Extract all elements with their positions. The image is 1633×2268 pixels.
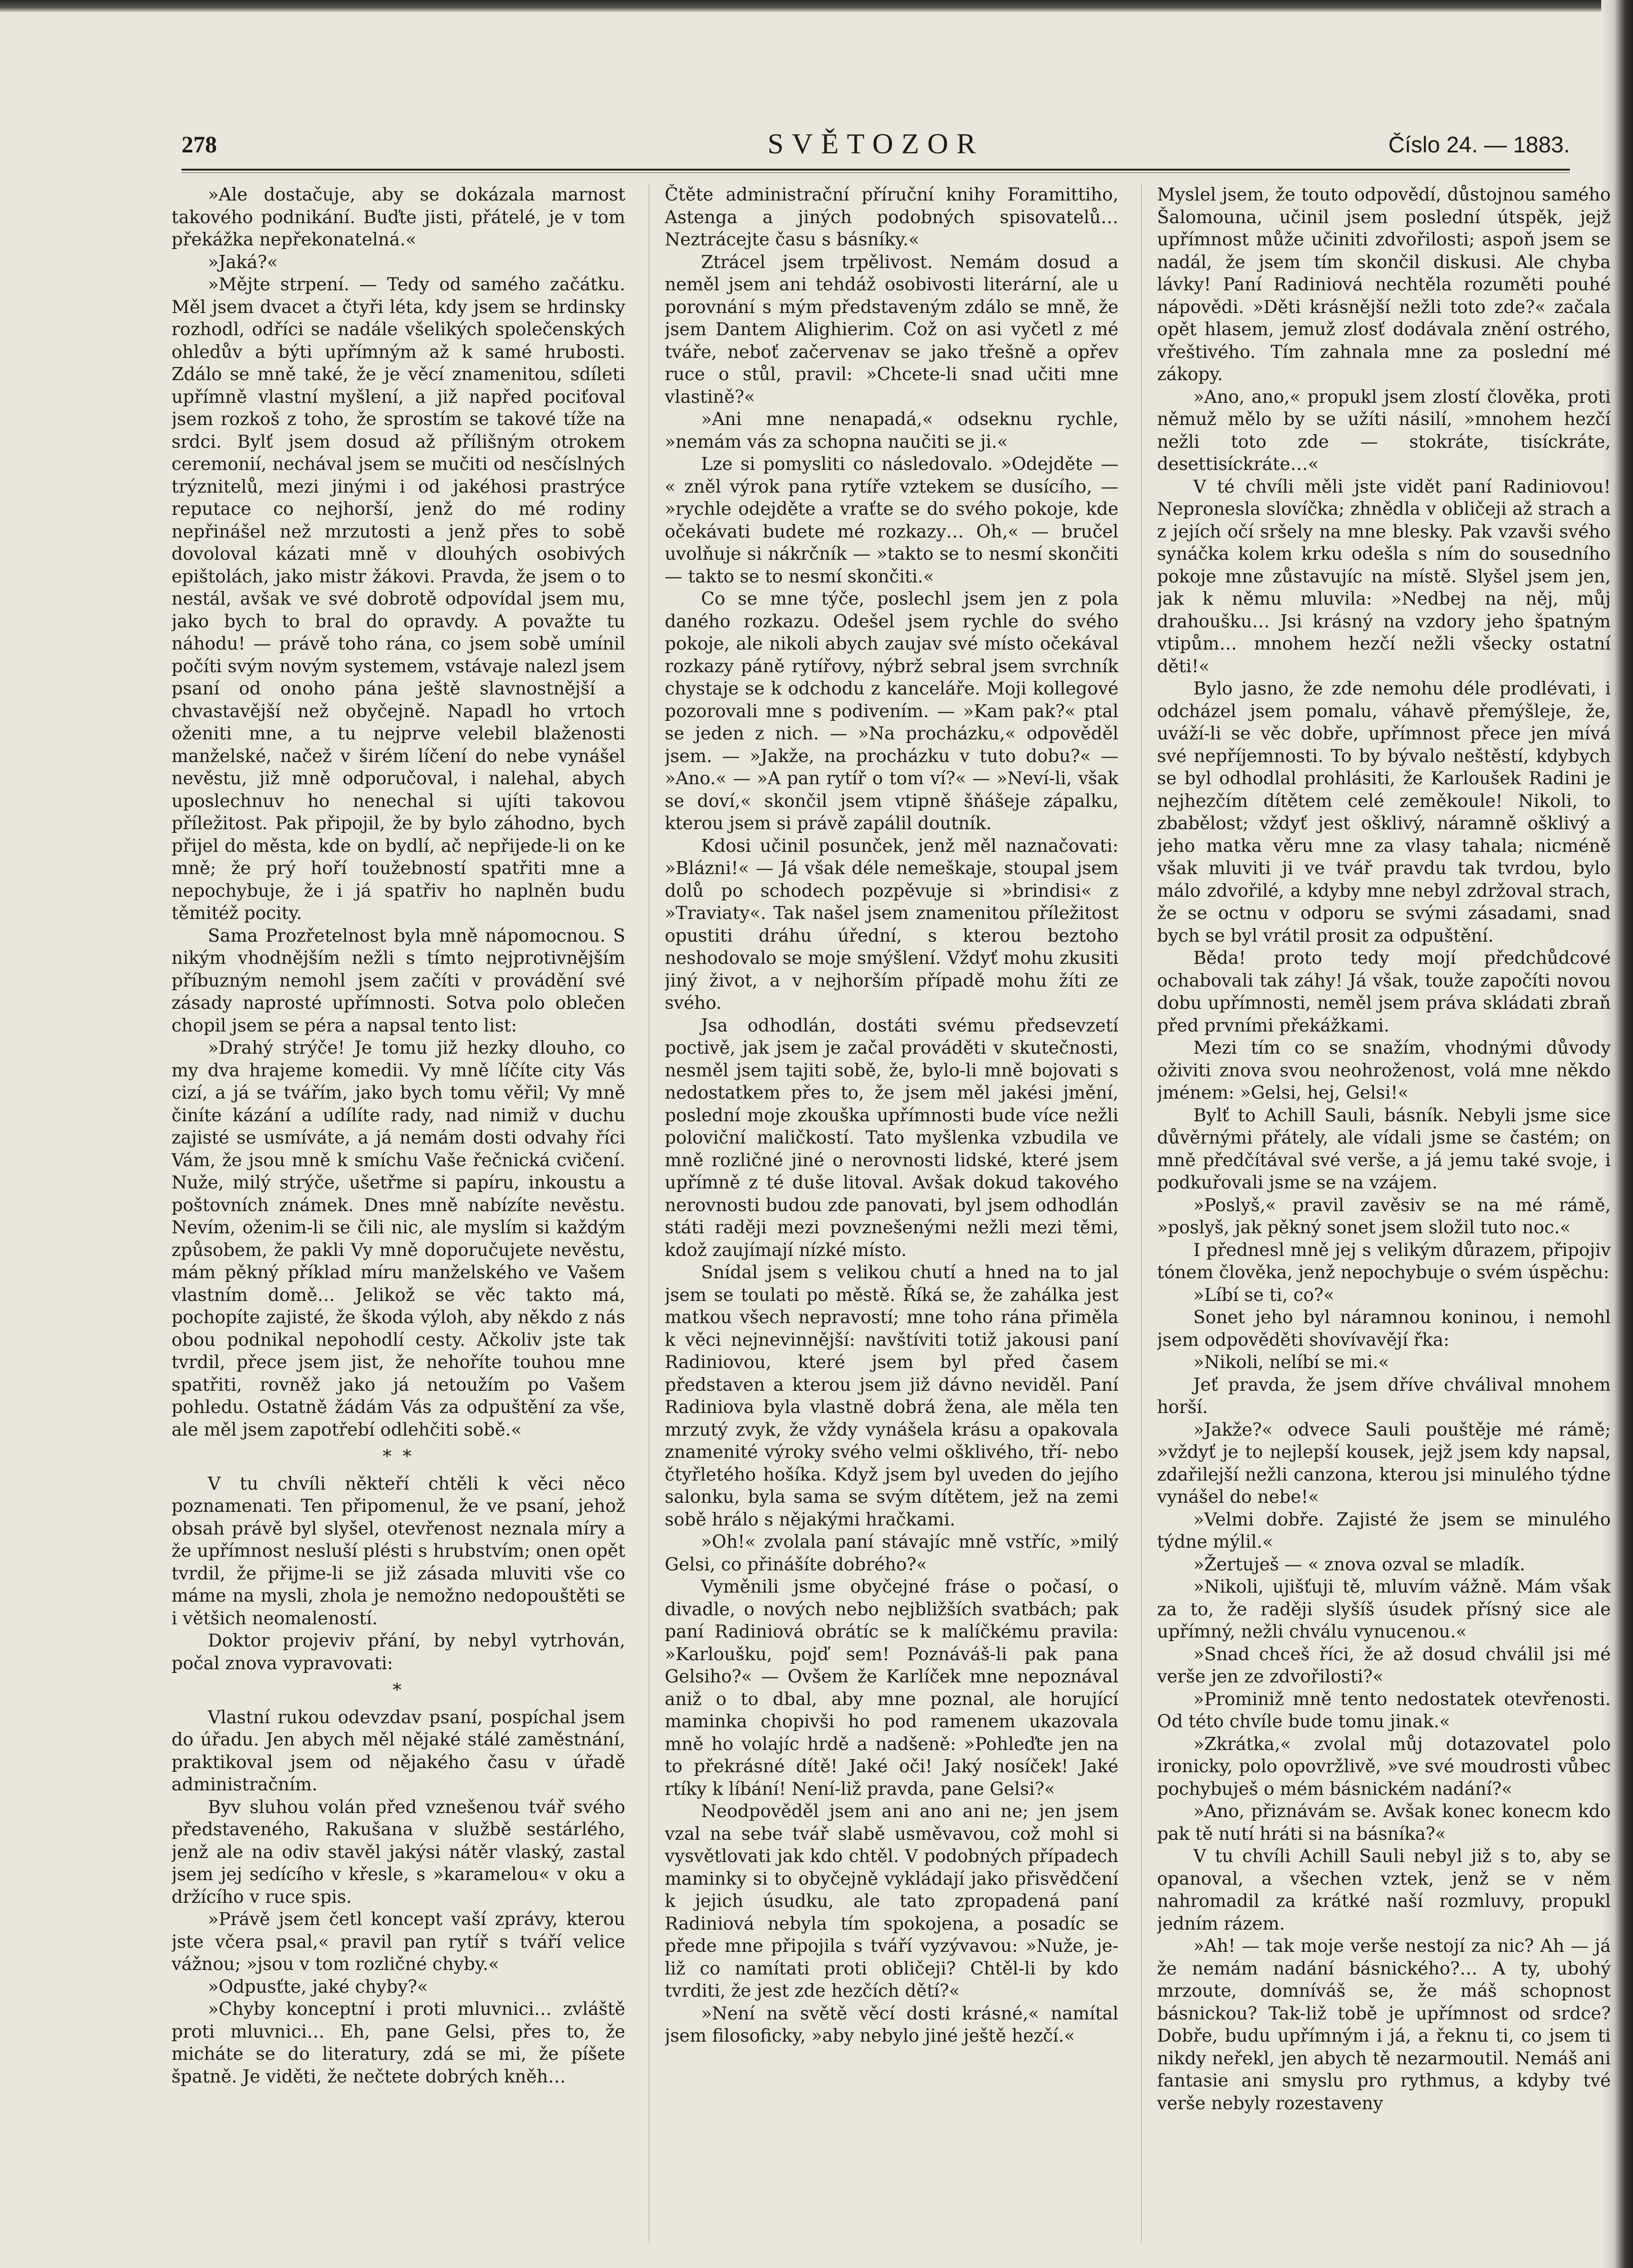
- text-column-3: [1157, 184, 1611, 2252]
- paragraph: »Ah! — tak moje verše nestojí za nic? Ah — já že nemám nadání básnického?… A ty, ubohý mrzoute, domníváš se, že máš schopnost básnickou? Tak-liž tobě je upřímnost od srdce? Dobře, budu upřímným i já, a řeknu ti, co jsem ti nikdy neřekl, jen abych tě nezarmoutil. Nemáš ani fantasie ani smyslu pro rythmus, a kdyby tvé verše nebyly rozestaveny: [1157, 1936, 1611, 2114]
- paragraph: Bylo jasno, že zde nemohu déle prodlévati, i odcházel jsem pomalu, váhavě přemýšleje, že, uváží-li se věc dobře, upřímnost přece jen mívá své nepříjemnosti. To by bývalo neštěstí, kdybych se byl odhodlal prohlásiti, že Karloušek Radini je nejhezčím dítětem celé zeměkoule! Nikoli, to zbabělost; vždyť jest ošklivý, náramně ošklivý a jeho matka věru mne za vlasy tahala; nicméně však mluviti ji ve tvář pravdu tak tvrdou, bylo málo zdvořilé, a kdyby mne nebyl zdržoval strach, že se octnu v odporu se svými zásadami, snad bych se byl vrátil prosit za odpuštění.: [1157, 679, 1611, 946]
- paragraph: I přednesl mně jej s velikým důrazem, připojiv tónem člověka, jenž nepochybuje o svém úspěchu:: [1157, 1240, 1611, 1283]
- paragraph: »Velmi dobře. Zajisté že jsem se minulého týdne mýlil.«: [1157, 1509, 1611, 1552]
- paragraph: Neodpověděl jsem ani ano ani ne; jen jsem vzal na sebe tvář slabě usměvavou, což mohl si vysvětlovati jak kdo chtěl. V podobných případech maminky si to obyčejně vykládají jako přisvědčení k jejich úsudku, ale tato zpropadená paní Radiniová nebyla tím spokojena, a posadíc se přede mne připojila s tváří vyzývavou: »Nuže, je-liž co namítati proti obličeji? Chtěl-li by kdo tvrditi, že jest zde hezčích dětí?«: [665, 1801, 1118, 2001]
- paragraph: Běda! proto tedy mojí předchůdcové ochabovali tak záhy! Já však, touže započíti novou dobu upřímnosti, neměl jsem práva skládati zbraň před prvními překážkami.: [1157, 948, 1611, 1036]
- issue-label: Číslo 24. — 1883.: [1388, 132, 1570, 157]
- paragraph: »Chyby konceptní i proti mluvnici… zvláště proti mluvnici… Eh, pane Gelsi, přes to, že micháte se do literatury, zdá se mi, že píšete špatně. Je viděti, že nečtete dobrých kněh…: [172, 1999, 625, 2087]
- paragraph: Byv sluhou volán před vznešenou tvář svého představeného, Rakušana v službě sestárlého, jenž ale na odiv stavěl jakýsi nátěr vlaský, zastal jsem jej sedícího v křesle, s »karamelou« v oku a držícího v ruce spis.: [172, 1797, 625, 1907]
- paragraph: Jsa odhodlán, dostáti svému předsevzetí poctivě, jak jsem je začal prováděti v skutečnosti, nesměl jsem tajiti sobě, že, bylo-li mně bojovati s nedostatkem přes to, že jsem měl jakési jmění, poslední moje zkouška upřímnosti bude více nežli poloviční maličkostí. Tato myšlenka vzbudila ve mně rozličné jiné o nerovnosti lidské, které jsem upřímně z té duše litoval. Avšak dokud takového nerovnosti budou zde panovati, byl jsem odhodlán státi raději mezi povznešenými nežli mezi těmi, kdož zaujímají nízké místo.: [665, 1015, 1118, 1261]
- page-number: 278: [181, 132, 217, 158]
- paragraph: »Drahý strýče! Je tomu již hezky dlouho, co my dva hrajeme komedii. Vy mně líčíte city Vás cizí, a já se tvářím, jako bych tomu věřil; Vy mně činíte kázání a udílíte rady, nad nimiž v duchu zajisté se usmíváte, a já nemám dosti odvahy říci Vám, že jsou mně k smíchu Vaše řečnická cvičení. Nuže, milý strýče, ušetřme si papíru, inkoustu a poštovních známek. Dnes mně nabízíte nevěstu. Nevím, oženim-li se čili nic, ale myslím si každým způsobem, že pakli Vy mně doporučujete nevěstu, mám pěkný příklad míru manželského ve Vašem vlastním domě… Jelikož se věc takto má, pochopíte zajisté, že škoda výloh, aby někdo z nás obou podnikal nepohodlí cesty. Ačkoliv jste tak tvrdil, přece jsem jist, že nehoříte touhou mne spatřiti, rovněž jako já netoužím po Vašem pohledu. Ostatně žádám Vás za odpuštění za vše, ale měl jsem zapotřebí odlehčiti sobě.«: [172, 1038, 625, 1440]
- paragraph: »Prominiž mně tento nedostatek otevřenosti. Od této chvíle bude tomu jinak.«: [1157, 1689, 1611, 1732]
- paragraph: »Právě jsem četl koncept vaší zprávy, kterou jste včera psal,« pravil pan rytíř s tváří velice vážnou; »jsou v tom rozličné chyby.«: [172, 1909, 625, 1975]
- paragraph: »Snad chceš říci, že až dosud chválil jsi mé verše jen ze zdvořilosti?«: [1157, 1644, 1611, 1687]
- paragraph: *: [392, 1680, 404, 1701]
- paragraph: * *: [383, 1447, 414, 1467]
- paragraph: V tu chvíli někteří chtěli k věci něco poznamenati. Ten připomenul, že ve psaní, jehož obsah právě byl slyšel, otevřenost neznala míry a že upřímnost nesluší plésti s hrubstvím; onen opět tvrdil, že přijme-li se již zásada mluviti vše co máme na mysli, zhola je nemožno nedopouštěti se i většich neomaleností.: [172, 1473, 625, 1629]
- paragraph: Doktor projeviv přání, by nebyl vytrhován, počal znova vypravovati:: [172, 1631, 625, 1674]
- column-divider: [1141, 184, 1142, 2243]
- scan-top-edge: [0, 0, 1633, 13]
- paragraph: Sonet jeho byl náramnou koninou, i nemohl jsem odpověděti shovívavějí řka:: [1157, 1307, 1611, 1350]
- paragraph: »Jakže?« odvece Sauli pouštěje mé rámě; »vždyť je to nejlepší kousek, jejž jsem kdy napsal, zdařilejší nežli canzona, kterou jsi minulého týdne vynášel do nebe!«: [1157, 1419, 1611, 1507]
- paragraph: »Ano, ano,« propukl jsem zlostí člověka, proti němuž mělo by se užíti násilí, »mnohem hezčí nežli toto zde — stokráte, tisíckráte, desettisíckráte…«: [1157, 386, 1611, 474]
- paragraph: Snídal jsem s velikou chutí a hned na to jal jsem se toulati po městě. Říká se, že zahálka jest matkou všech nepravostí; mne toho rána přiměla k věci nejnevinnější: navštíviti totiž jakousi paní Radiniovou, které jsem byl před časem představen a kterou jsem již dávno neviděl. Paní Radiniova byla vlastně dobrá žena, ale měla ten mrzutý zvyk, že vždy vynášela krásu a opakovala znamenité výroky svého velmi ošklivého, tří- nebo čtyřletého hošíka. Když jsem byl uveden do jejího salonku, byla sama se svým dítětem, jež na zemi sobě hrálo s nějakými hračkami.: [665, 1262, 1118, 1530]
- paragraph: Myslel jsem, že touto odpovědí, důstojnou samého Šalomouna, učinil jsem poslední útspěk, jejž upřímnost může učiniti zdvořilosti; aspoň jsem se nadál, že jsem tím skončil diskusi. Ale chyba lávky! Paní Radiniová nechtěla rozuměti pouhé nápovědi. »Děti krásnější nežli toto zde?« začala opět hlasem, jemuž zlosť dodávala znění ostrého, vřeštivého. Tím zahnala mne za poslední mé zákopy.: [1157, 185, 1611, 385]
- paragraph: Kdosi učinil posunček, jenž měl naznačovati: »Blázni!« — Já však déle nemeškaje, stoupal jsem dolů po schodech pozpěvuje si »brindisi« z »Traviaty«. Tak našel jsem znamenitou příležitost opustiti dráhu úřední, s kterou beztoho neshodovalo se moje smýšlení. Vždyť mohu zkusiti jiný život, a v nejhorším případě mohu žíti ze svého.: [665, 836, 1118, 1013]
- paragraph: Bylť to Achill Sauli, básník. Nebyli jsme sice důvěrnými přátely, ale vídali jsme se častém; on mně předčítával své verše, a já jemu také svoje, i podkuřovali jsme se na vzájem.: [1157, 1105, 1611, 1193]
- paragraph: »Odpusťte, jaké chyby?«: [208, 1976, 428, 1997]
- paragraph: Vyměnili jsme obyčejné fráse o počasí, o divadle, o nových nebo nejbližších svatbách; pak paní Radiniová obrátíc se k malíčkému pravila: »Karloušku, pojď sem! Poznáváš-li pak pana Gelsiho?« — Ovšem že Karlíček mne nepoznával aniž o to dbal, aby mne poznal, ale horující maminka chopivši ho pod ramenem ukazovala mně ho volajíc hrdě a nadšeně: »Pohleďte jen na to překrásné dítě! Jaké oči! Jaký nosíček! Jaké rtíky k líbání! Není-liž pravda, pane Gelsi?«: [665, 1577, 1118, 1799]
- text-column-1: [172, 184, 625, 2252]
- paragraph: Ztrácel jsem trpělivost. Nemám dosud a neměl jsem ani tehdáž osobivosti literární, ale u porovnání s mým představeným zdálo se mně, že jsem Dantem Alighierim. Což on asi vyčetl z mé tváře, neboť začervenav se jako třešně a opřev ruce o stůl, pravil: »Chcete-li snad učiti mne vlastině?«: [665, 252, 1118, 407]
- page-header: [181, 127, 1570, 168]
- paragraph: »Ano, přiznávám se. Avšak konec konecm kdo pak tě nutí hráti si na básníka?«: [1157, 1801, 1611, 1844]
- paragraph: »Líbí se ti, co?«: [1193, 1285, 1334, 1305]
- paragraph: Co se mne týče, poslechl jsem jen z pola daného rozkazu. Odešel jsem rychle do svého pokoje, ale nikoli abych zaujav své místo očekával rozkazy páně rytířovy, nýbrž sebral jsem svrchník chystaje se k odchodu z kanceláře. Moji kollegové pozorovali mne s podivením. — »Kam pak?« ptal se jeden z nich. — »Na procházku,« odpověděl jsem. — »Jakže, na procházku v tuto dobu?« — »Ano.« — »A pan rytíř o tom ví?« — »Neví-li, však se doví,« skončil jsem vtipně šňášeje zápalku, kterou jsem si právě zapálil doutník.: [665, 589, 1118, 834]
- paragraph: Mezi tím co se snažím, vhodnými důvody oživiti znova svou neohroženost, volá mne někdo jménem: »Gelsi, hej, Gelsi!«: [1157, 1038, 1611, 1103]
- header-rule-thin: [181, 172, 1570, 173]
- paragraph: »Ani mne nenapadá,« odseknu rychle, »nemám vás za schopna naučiti se ji.«: [665, 409, 1118, 452]
- paragraph: »Žertuješ — « znova ozval se mladík.: [1193, 1554, 1525, 1575]
- paragraph: Vlastní rukou odevzdav psaní, pospíchal jsem do úřadu. Jen abych měl nějaké stálé zaměstnání, praktikoval jsem od nějakého času v úřadě administračním.: [172, 1707, 625, 1795]
- journal-title: SVĚTOZOR: [767, 127, 984, 160]
- paragraph: »Oh!« zvolala paní stávajíc mně vstříc, »milý Gelsi, co přinášíte dobrého?«: [665, 1532, 1118, 1575]
- paragraph: »Nikoli, nelíbí se mi.«: [1193, 1352, 1389, 1373]
- paragraph: Čtěte administrační příruční knihy Foramittiho, Astenga a jiných podobných spisovatelů… Neztrácejte času s básníky.«: [665, 185, 1118, 250]
- paragraph: »Ale dostačuje, aby se dokázala marnost takového podnikání. Buďte jisti, přátelé, je v tom překážka nepřekonatelná.«: [172, 185, 625, 250]
- paragraph: »Zkrátka,« zvolal můj dotazovatel polo ironicky, polo opovržlivě, »ve své moudrosti vůbec pochybuješ o mém básnickém nadání?«: [1157, 1734, 1611, 1799]
- paragraph: »Nikoli, ujišťuji tě, mluvím vážně. Mám však za to, že raději slyšíš úsudek přísný sice ale upřímný, nežli chválu vynucenou.«: [1157, 1577, 1611, 1642]
- paragraph: »Mějte strpení. — Tedy od samého začátku. Měl jsem dvacet a čtyři léta, kdy jsem se hrdinsky rozhodl, odříci se nadále všelikých společenských ohledův a býti upřímným až k samé hrubosti. Zdálo se mně také, že je věcí znamenitou, sdíleti upřímně vlastní myšlení, a již napřed pociťoval jsem rozkoš z toho, že sprostím se takové tíže na srdci. Bylť jsem dosud až přílišným otrokem ceremonií, nechával jsem se mučiti od nesčíslných trýznitelů, mezi jinými i od jakéhosi prastrýce reputace co nejhorší, jenž do mé rodiny nepřinášel než mrzutosti a jenž přes to sobě dovoloval kázati mně v dlouhých osobivých epištolách, jako mistr žákovi. Pravda, že jsem o to nestál, avšak ve své dobrotě odpovídal jsem mu, jako bych to bral do opravdy. A považte tu náhodu! — právě toho rána, co jsem sobě umínil počíti svým novým systemem, vstávaje nalezl jsem psaní od onoho pána ještě slavnostnější a chvastavější než obyčejně. Napadl ho vrtoch oženiti mne, a tu nejprve velebil blaženosti manželské, načež v širém líčení do nebe vynášel nevěstu, již mně odporučoval, i nalehal, abych uposlechnuv ho nenechal si ujíti takovou příležitost. Pak připojil, že by bylo záhodno, bych přijel do města, kde on bydlí, ač nepřijede-li on ke mně; že prý hoří toužebností spatřiti mne a nepochybuje, že i já spatřiv ho naplněn budu těmitéž pocity.: [172, 274, 625, 924]
- paragraph: V tu chvíli Achill Sauli nebyl již s to, aby se opanoval, a všechen vztek, jenž se v něm nahromadil za krátké naší rozmluvy, propukl jedním rázem.: [1157, 1846, 1611, 1934]
- paragraph: »Poslyš,« pravil zavěsiv se na mé rámě, »poslyš, jak pěkný sonet jsem složil tuto noc.«: [1157, 1195, 1611, 1238]
- paragraph: »Není na světě věcí dosti krásné,« namítal jsem filosoficky, »aby nebylo jiné ještě hezčí.«: [665, 2003, 1118, 2046]
- text-column-2: [665, 184, 1118, 2252]
- header-rule: [181, 169, 1570, 171]
- paragraph: Jeť pravda, že jsem dříve chválival mnohem horší.: [1157, 1374, 1611, 1418]
- paragraph: Lze si pomysliti co následovalo. »Odejděte — « zněl výrok pana rytíře vztekem se dusícího, — »rychle odejděte a vraťte se do svého pokoje, kde očekávati budete mé rozkazy… Oh,« — bručel uvolňuje si nákrčník — »takto se to nesmí skončiti — takto se to nesmí skončiti.«: [665, 454, 1118, 587]
- paragraph: »Jaká?«: [208, 252, 278, 273]
- paragraph: V té chvíli měli jste vidět paní Radiniovou! Nepronesla slovíčka; zhnědla v obličeji až strach a z jejích očí sršely na mne blesky. Pak vzavši svého synáčka kolem krku odešla s ním do sousedního pokoje mne zůstavujíc na místě. Slyšel jsem jen, jak k němu mluvila: »Nedbej na něj, můj drahoušku… Jsi krásný na vzdory jeho špatným vtipům… mnohem hezčí nežli všecky ostatní děti!«: [1157, 476, 1611, 677]
- paragraph: Sama Prozřetelnost byla mně nápomocnou. S nikým vhodnějším nežli s tímto nejprotivnějším příbuzným nemohl jsem začíti v provádění své zásady naprosté upřímnosti. Sotva polo oblečen chopil jsem se péra a napsal tento list:: [172, 925, 625, 1036]
